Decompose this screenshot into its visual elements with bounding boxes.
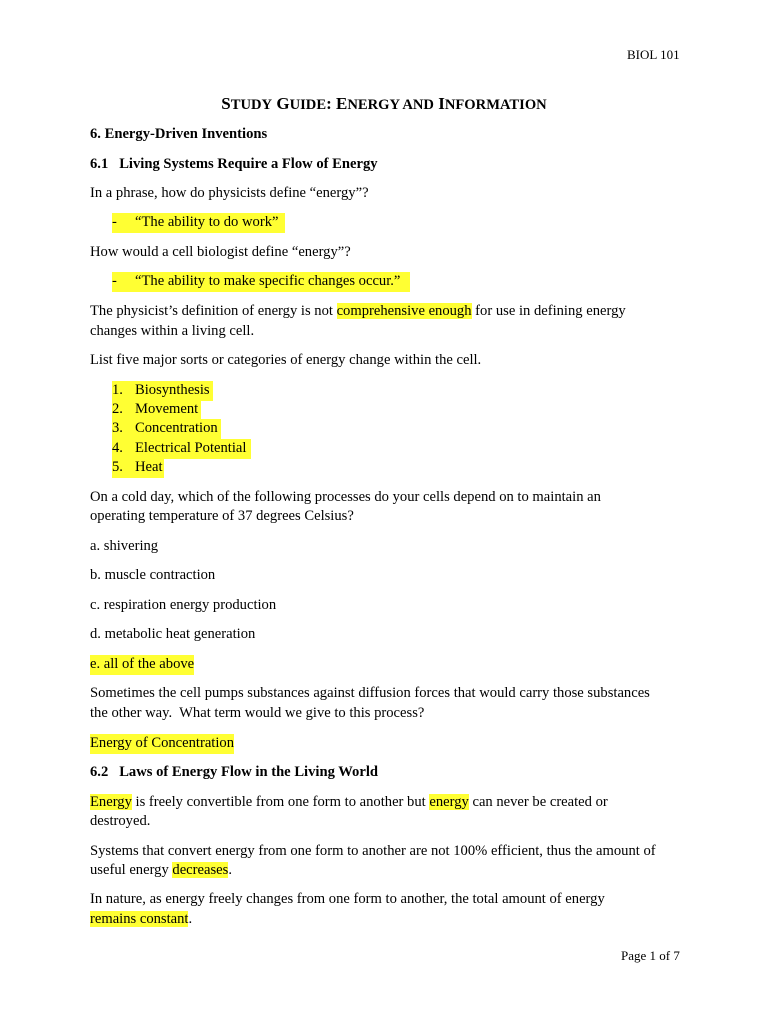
statement-total-energy: In nature, as energy freely changes from one form to another, the total amount of energy: [90, 891, 605, 907]
page-number: Page 1 of 7: [621, 948, 680, 963]
option-d: d. metabolic heat generation: [90, 626, 256, 642]
question-biologist-energy: How would a cell biologist define “energy”?: [90, 244, 351, 260]
highlight-energy: Energy: [90, 794, 132, 810]
question-cold-day-line2: operating temperature of 37 degrees Celsius?: [90, 508, 354, 524]
highlight-decreases: decreases: [172, 862, 229, 878]
section-6-1-heading: 6.1 Living Systems Require a Flow of Energy: [90, 156, 378, 172]
answer-physicist-energy: - “The ability to do work”: [112, 213, 285, 233]
statement-energy-convertible: Energy is freely convertible from one form to another but energy can never be created or: [90, 794, 608, 810]
option-e-answer: e. all of the above: [90, 655, 194, 675]
section-6-2-heading: 6.2 Laws of Energy Flow in the Living World: [90, 764, 378, 780]
paragraph-physicist-definition: The physicist’s definition of energy is not comprehensive enough for use in defining energy: [90, 303, 626, 319]
question-physicist-energy: In a phrase, how do physicists define “energy”?: [90, 185, 369, 201]
statement-efficiency-line2: useful energy decreases.: [90, 862, 232, 878]
list-item: 3. Concentration: [112, 419, 221, 439]
paragraph-physicist-definition-line2: changes within a living cell.: [90, 323, 255, 339]
list-item: 1. Biosynthesis: [112, 381, 213, 401]
document-title: STUDY GUIDE: ENERGY AND INFORMATION: [221, 94, 547, 113]
question-energy-categories: List five major sorts or categories of energy change within the cell.: [90, 352, 482, 368]
option-b: b. muscle contraction: [90, 567, 216, 583]
question-pump-substances-line2: the other way. What term would we give to this process?: [90, 705, 425, 721]
page-header: BIOL 101: [627, 47, 680, 62]
list-item: 2. Movement: [112, 400, 201, 420]
list-item: 4. Electrical Potential: [112, 439, 251, 459]
question-cold-day: On a cold day, which of the following processes do your cells depend on to maintain an: [90, 489, 601, 505]
statement-energy-convertible-line2: destroyed.: [90, 813, 151, 829]
option-a: a. shivering: [90, 538, 159, 554]
question-pump-substances: Sometimes the cell pumps substances against diffusion forces that would carry those substances: [90, 685, 650, 701]
statement-efficiency: Systems that convert energy from one form to another are not 100% efficient, thus the amount of: [90, 843, 656, 859]
section-6-heading: 6. Energy-Driven Inventions: [90, 126, 268, 142]
list-item: 5. Heat: [112, 458, 164, 478]
highlight-energy: energy: [429, 794, 469, 810]
highlight-comprehensive-enough: comprehensive enough: [336, 303, 472, 319]
answer-biologist-energy: - “The ability to make specific changes occur.”: [112, 272, 410, 292]
statement-total-energy-line2: remains constant.: [90, 911, 193, 927]
option-c: c. respiration energy production: [90, 597, 277, 613]
answer-energy-of-concentration: Energy of Concentration: [90, 734, 234, 754]
highlight-remains-constant: remains constant: [90, 911, 189, 927]
